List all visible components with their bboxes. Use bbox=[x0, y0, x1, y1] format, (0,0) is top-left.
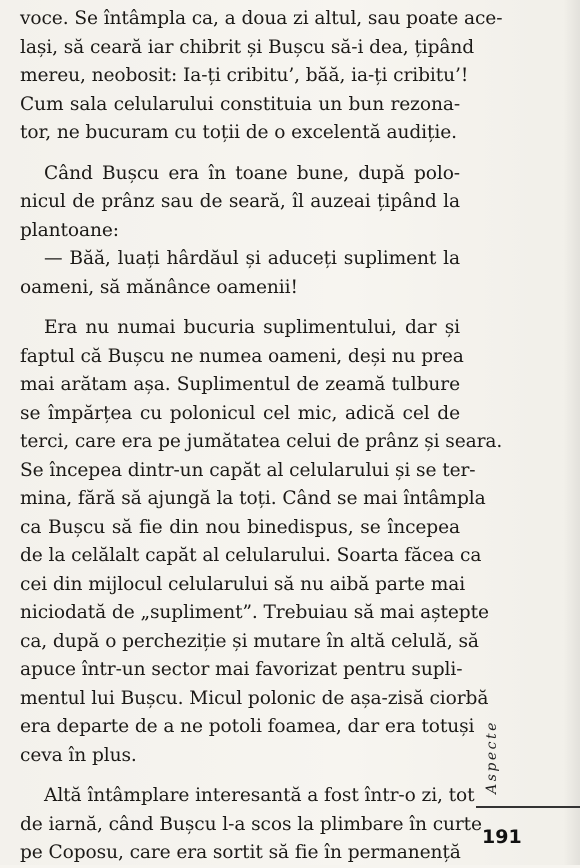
text-line: tor, ne bucuram cu toții de o excelentă audiție. bbox=[20, 122, 457, 143]
paragraph bbox=[20, 0, 503, 148]
text-line: mina, fără să ajungă la toți. Când se mai întâmpla bbox=[20, 488, 486, 509]
text-line: — Băă, luați hârdăul și aduceți supliment la bbox=[44, 248, 460, 269]
text-line: voce. Se întâmpla ca, a doua zi altul, sau poate ace- bbox=[20, 8, 503, 29]
text-line: niciodată de „supliment”. Trebuiau să mai aștepte bbox=[20, 602, 489, 623]
section-label bbox=[480, 712, 504, 802]
text-line: ca Bușcu să fie din nou binedispus, se începea bbox=[20, 516, 460, 538]
text-line: de iarnă, când Bușcu l-a scos la plimbare în curte bbox=[20, 813, 482, 835]
text-line: plantoane: bbox=[20, 219, 119, 241]
text-line: Era nu numai bucuria suplimentului, dar și bbox=[44, 317, 460, 338]
text-line: Altă întâmplare interesantă a fost într-o zi, tot bbox=[44, 785, 475, 806]
text-line: terci, care era pe jumătatea celui de prânz și seara. bbox=[20, 431, 503, 452]
text-line: nicul de prânz sau de seară, îl auzeai țipând la bbox=[20, 191, 460, 212]
text-line: oameni, să mănânce oamenii! bbox=[20, 276, 298, 298]
text-line: mentul lui Bușcu. Micul polonic de așa-zisă ciorbă bbox=[20, 687, 489, 709]
text-line: mai arătam așa. Suplimentul de zeamă tulbure bbox=[20, 374, 460, 395]
text-line: pe Coposu, care era sortit să fie în permanență bbox=[20, 842, 461, 863]
text-line: se împărțea cu polonicul cel mic, adică cel de bbox=[20, 402, 460, 424]
text-line: faptul că Bușcu ne numea oameni, deși nu prea bbox=[20, 345, 464, 367]
section-label-text: Aspecte bbox=[484, 720, 500, 794]
paragraph bbox=[20, 160, 460, 246]
text-line: Când Bușcu era în toane bune, după polo- bbox=[44, 162, 460, 184]
text-line: ca, după o percheziție și mutare în altă celulă, să bbox=[20, 630, 479, 652]
paragraph bbox=[20, 782, 482, 868]
text-line: mereu, neobosit: Ia-ți cribitu’, băă, ia-ți cribitu’! bbox=[20, 65, 469, 86]
text-line: ceva în plus. bbox=[20, 744, 137, 766]
text-line: Se începea dintr-un capăt al celularului și se ter- bbox=[20, 459, 476, 481]
paragraph bbox=[20, 245, 460, 302]
page-number: 191 bbox=[482, 826, 522, 848]
footer-rule bbox=[476, 806, 580, 808]
text-line: era departe de a ne potoli foamea, dar era totuși bbox=[20, 716, 475, 737]
text-line: apuce într-un sector mai favorizat pentru supli- bbox=[20, 659, 463, 680]
text-line: lași, să ceară iar chibrit și Bușcu să-i dea, țipând bbox=[20, 36, 475, 58]
page-gutter-shadow bbox=[564, 0, 580, 865]
text-line: Cum sala celularului constituia un bun rezona- bbox=[20, 93, 460, 115]
text-line: cei din mijlocul celularului să nu aibă parte mai bbox=[20, 573, 466, 595]
text-line: de la celălalt capăt al celularului. Soarta făcea ca bbox=[20, 545, 482, 566]
